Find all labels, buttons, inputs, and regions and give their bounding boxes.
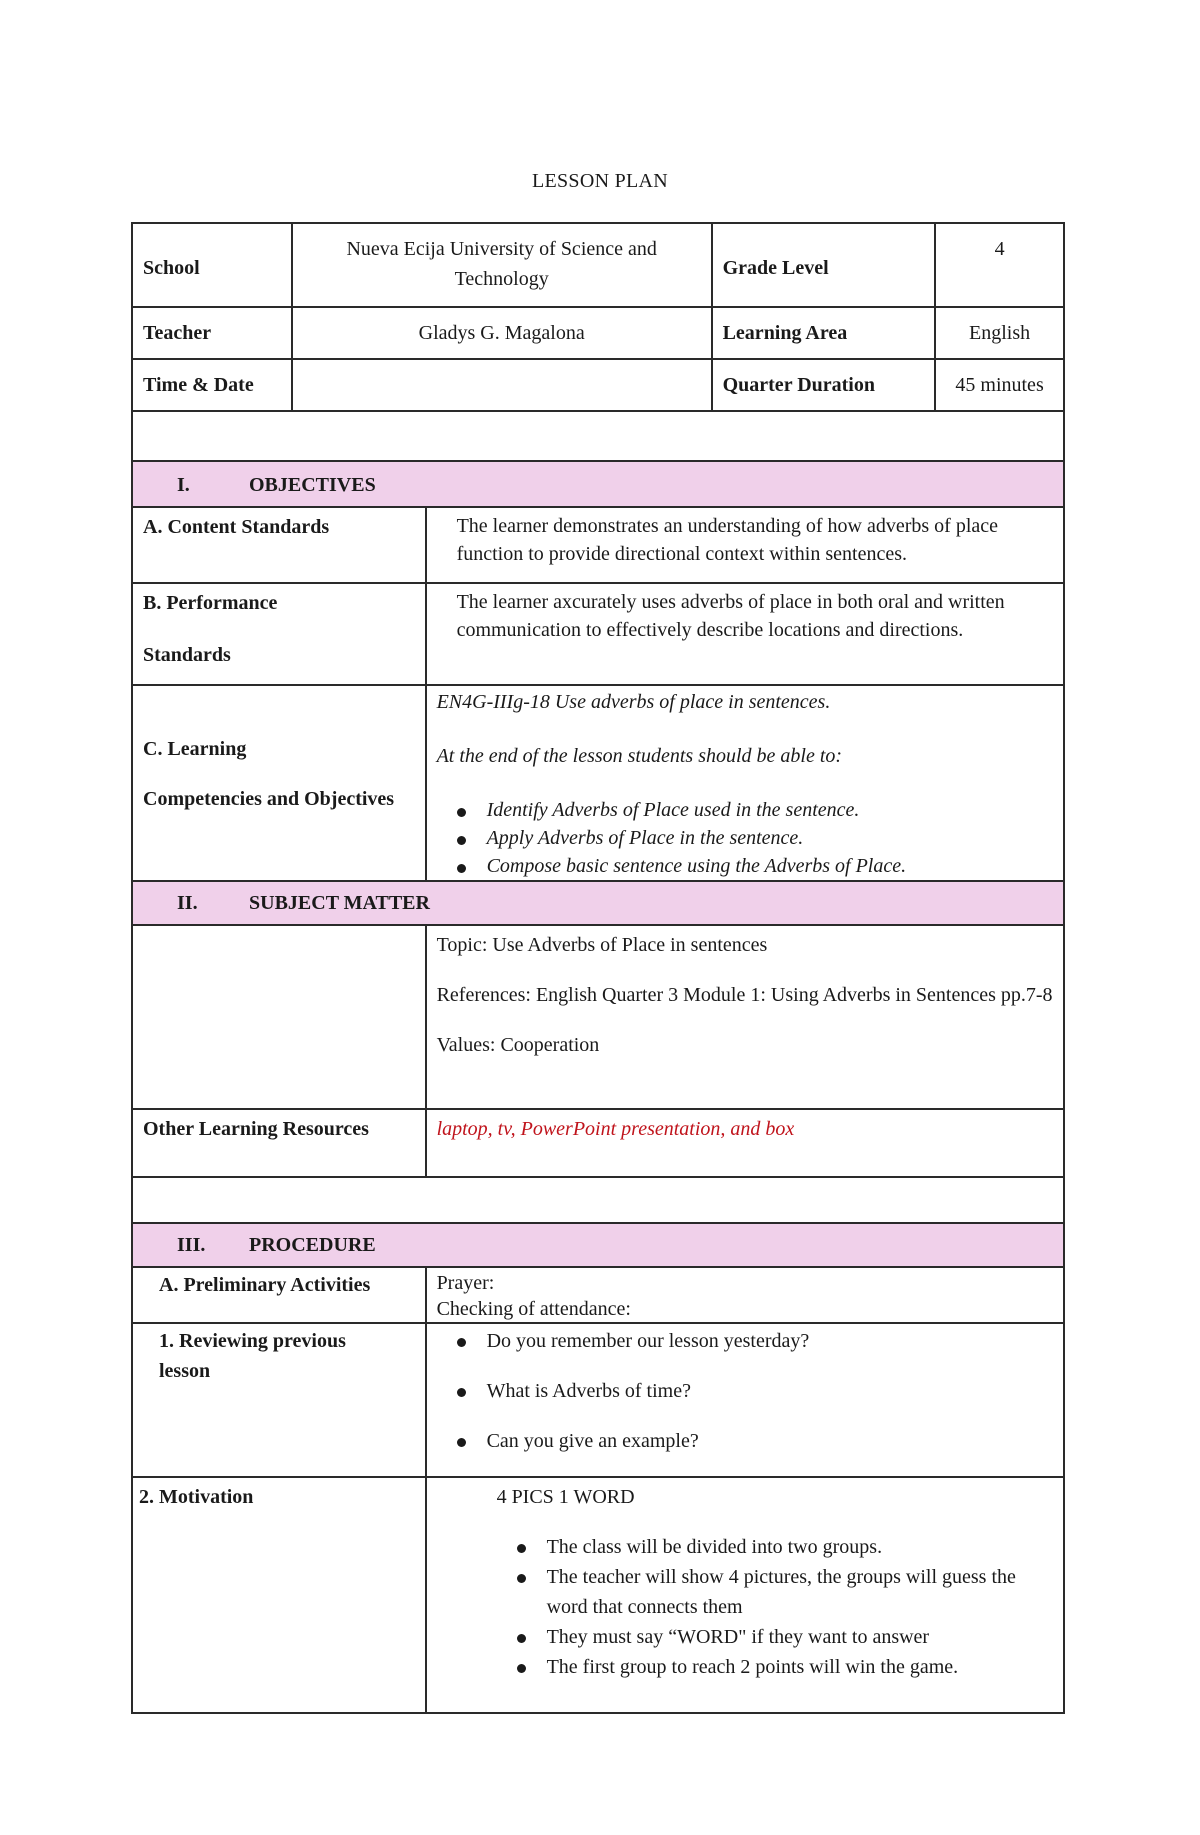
learning-area-value: English — [935, 307, 1064, 359]
competencies-label-line1: C. Learning — [143, 738, 247, 760]
attendance-text: Checking of attendance: — [436, 1298, 631, 1320]
performance-label-line2: Standards — [143, 644, 231, 666]
blank-separator-row — [132, 1177, 1064, 1223]
quarter-duration-value: 45 minutes — [935, 359, 1064, 411]
values-text: Values: Cooperation — [436, 1034, 600, 1056]
review-question-list — [437, 1326, 1053, 1456]
performance-label-line1: B. Performance — [143, 592, 278, 614]
lesson-table — [131, 460, 1065, 1714]
reviewing-lesson-content — [426, 1323, 1064, 1477]
page-title: LESSON PLAN — [531, 170, 669, 192]
procedure-heading — [132, 1223, 1064, 1267]
competency-code: EN4G-IIIg-18 Use adverbs of place in sentences. — [436, 691, 831, 713]
competency-intro: At the end of the lesson students should be able to: — [436, 745, 843, 767]
subject-matter-number: II. — [177, 892, 198, 914]
review-question: Do you remember our lesson yesterday? — [437, 1326, 1053, 1356]
competencies-label-line2: Competencies and Objectives — [143, 788, 395, 810]
other-resources-value: laptop, tv, PowerPoint presentation, and box — [426, 1109, 1064, 1177]
subject-matter-heading — [132, 881, 1064, 925]
procedure-number: III. — [177, 1234, 206, 1256]
competency-item: Apply Adverbs of Place in the sentence. — [437, 824, 1053, 852]
objectives-heading — [132, 461, 1064, 507]
review-question: Can you give an example? — [437, 1426, 1053, 1456]
motivation-step: The first group to reach 2 points will win the game. — [497, 1652, 1043, 1682]
subject-matter-blank-cell — [132, 925, 426, 1109]
grade-level-value: 4 — [935, 223, 1064, 307]
preliminary-activities-content — [426, 1267, 1064, 1323]
motivation-label: 2. Motivation — [132, 1477, 426, 1713]
school-value: Nueva Ecija University of Science and Technology — [292, 223, 712, 307]
blank-row — [132, 411, 1064, 463]
preliminary-activities-label: A. Preliminary Activities — [132, 1267, 426, 1323]
competencies-content — [426, 685, 1064, 881]
competency-item: Compose basic sentence using the Adverbs of Place. — [437, 852, 1053, 880]
info-table — [131, 222, 1065, 464]
performance-standards-text: The learner axcurately uses adverbs of place in both oral and written communication to effectively describe locations and directions. — [426, 583, 1064, 685]
reviewing-lesson-label: 1. Reviewing previous lesson — [132, 1323, 426, 1477]
teacher-value: Gladys G. Magalona — [292, 307, 712, 359]
time-date-value — [292, 359, 712, 411]
motivation-title: 4 PICS 1 WORD — [496, 1486, 635, 1508]
topic-text: Topic: Use Adverbs of Place in sentences — [436, 934, 768, 956]
learning-area-label: Learning Area — [712, 307, 936, 359]
competencies-label — [132, 685, 426, 881]
review-question: What is Adverbs of time? — [437, 1376, 1053, 1406]
motivation-step: They must say “WORD" if they want to answer — [497, 1622, 1043, 1652]
other-resources-label: Other Learning Resources — [132, 1109, 426, 1177]
motivation-step: The class will be divided into two groups. — [497, 1532, 1043, 1562]
quarter-duration-label: Quarter Duration — [712, 359, 936, 411]
time-date-label: Time & Date — [132, 359, 292, 411]
objectives-title: OBJECTIVES — [249, 474, 376, 496]
content-standards-text: The learner demonstrates an understanding of how adverbs of place function to provide directional context within sentences. — [426, 507, 1064, 583]
competency-item: Identify Adverbs of Place used in the sentence. — [437, 796, 1053, 824]
motivation-steps — [437, 1532, 1043, 1682]
motivation-step: The teacher will show 4 pictures, the groups will guess the word that connects them — [497, 1562, 1043, 1622]
grade-level-label: Grade Level — [712, 223, 936, 307]
content-standards-label: A. Content Standards — [132, 507, 426, 583]
performance-standards-label — [132, 583, 426, 685]
subject-matter-title: SUBJECT MATTER — [249, 892, 430, 914]
references-text: References: English Quarter 3 Module 1: Using Adverbs in Sentences pp.7-8 — [436, 984, 1053, 1006]
subject-matter-content — [426, 925, 1064, 1109]
procedure-title: PROCEDURE — [249, 1234, 376, 1256]
school-label: School — [132, 223, 292, 307]
motivation-content — [426, 1477, 1064, 1713]
teacher-label: Teacher — [132, 307, 292, 359]
prayer-text: Prayer: — [436, 1272, 495, 1294]
objectives-number: I. — [177, 474, 190, 496]
competency-list — [437, 796, 1053, 880]
